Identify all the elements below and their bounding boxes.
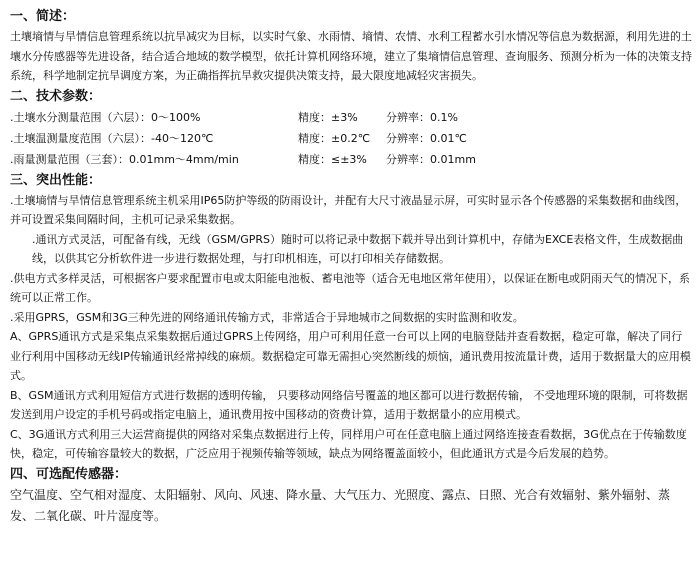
spec-range: .雨量测量范围（三套）：0.01mm～4mm/min [10, 152, 239, 166]
section-specs-title: 二、技术参数： [10, 88, 102, 104]
section-intro-body: 土壤墒情与旱情信息管理系统以抗旱减灾为目标，以实时气象、水雨情、墒情、农情、水利工程蓄水引水情况等信息为数据源，利用先进的土壤水分传感器等先进设备，结合适合地域的数学模型，依托计算机网络环境，建立了集墒情信息管理、查询服务、预测分析为一体的决策支持系统，科学地制定抗旱调度方案，为正确指挥抗旱救灾提供决策支持，最大限度地减轻灾害损失。 [10, 30, 692, 82]
spec-resolution: 分辨率：0.01mm [386, 152, 476, 166]
spec-accuracy: 精度：≤±3% [298, 152, 367, 166]
spec-row-rainfall [10, 149, 692, 170]
section-features-title: 三、突出性能： [10, 172, 102, 188]
section-sensors-body: 空气温度、空气相对湿度、太阳辐射、风向、风速、降水量、大气压力、光照度、露点、日照、光合有效辐射、紫外辐射、蒸发、二氧化碳、叶片湿度等。 [10, 487, 671, 523]
spec-accuracy: 精度：±3% [298, 110, 358, 124]
feature-paragraph-3: .供电方式多样灵活，可根据客户要求配置市电或太阳能电池板、蓄电池等（适合无电地区常年使用），以保证在断电或阴雨天气的情况下，系统可以正常工作。 [10, 271, 690, 304]
feature-paragraph-1: .土壤墒情与旱情信息管理系统主机采用IP65防护等级的防雨设计，并配有大尺寸液晶显示屏，可实时显示各个传感器的采集数据和曲线图，并可设置采集间隔时间，主机可记录采集数据。 [10, 193, 687, 226]
spec-row-moisture [10, 107, 692, 128]
feature-paragraph-4: .采用GPRS，GSM和3G三种先进的网络通讯传输方式，非常适合于异地城市之间数据的实时监测和收发。 [10, 310, 524, 324]
spec-resolution: 分辨率：0.01℃ [386, 131, 467, 145]
spec-range: .土壤温测量度范围（六层）：-40～120℃ [10, 131, 214, 145]
spec-resolution: 分辨率：0.1% [386, 110, 458, 124]
feature-paragraph-3g: C、3G通讯方式利用三大运营商提供的网络对采集点数据进行上传，同样用户可在任意电脑上通过网络连接查看数据，3G优点在于传输数度快，稳定，可传输容量较大的数据，广泛应用于视频传输等领域，缺点为网络覆盖面较小，但此通讯方式是今后发展的趋势。 [10, 427, 687, 460]
spec-range: .土壤水分测量范围（六层）：0～100% [10, 110, 201, 124]
feature-paragraph-gsm: B、GSM通讯方式利用短信方式进行数据的透明传输， 只要移动网络信号覆盖的地区都可以进行数据传输， 不受地理环境的限制，可将数据发送到用户设定的手机号码或指定电脑上，通讯费用按中国移动的资费计算，适用于数据量小的应用模式。 [10, 388, 688, 421]
spec-accuracy: 精度：±0.2℃ [298, 131, 371, 145]
spec-row-temperature [10, 128, 692, 149]
feature-paragraph-2: .通讯方式灵活，可配备有线，无线（GSM/GPRS）随时可以将记录中数据下载并导出到计算机中，存储为EXCE表格文件，生成数据曲线，以供其它分析软件进一步进行数据处理，与打印机相连，可以打印相关存储数据。 [32, 232, 684, 265]
section-sensors-title: 四、可选配传感器： [10, 466, 128, 482]
section-intro-title: 一、简述： [10, 9, 76, 24]
feature-paragraph-gprs: A、GPRS通讯方式是采集点采集数据后通过GPRS上传网络，用户可利用任意一台可以上网的电脑登陆并查看数据，稳定可靠，解决了同行业行利用中国移动无线IP传输通讯经常掉线的麻烦。数据稳定可靠无需担心突然断线的烦恼，通讯费用按流量计费，适用于数据量大的应用模式。 [10, 330, 691, 382]
